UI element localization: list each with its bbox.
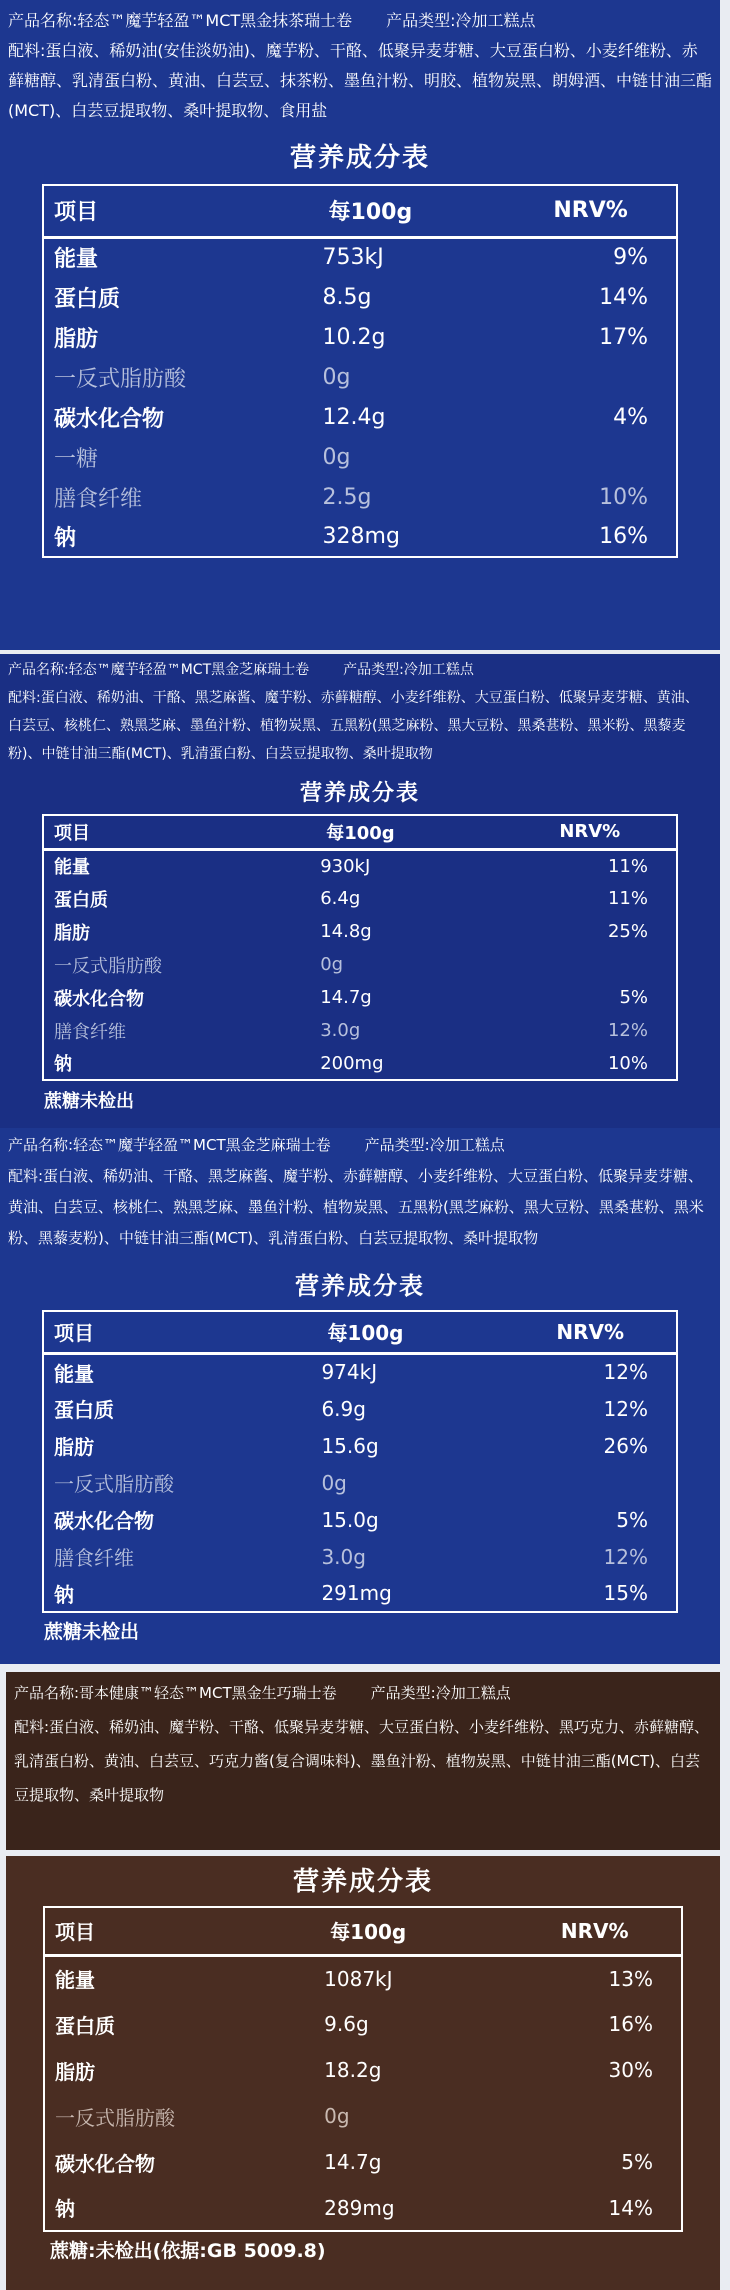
nutrient-name: 能量 bbox=[54, 857, 90, 879]
nutrient-value: 15.6g bbox=[321, 1433, 379, 1458]
header-per100g: 每100g bbox=[317, 1311, 504, 1353]
product-panel-chocolate-table bbox=[6, 1856, 720, 2290]
nutrient-name: 碳水化合物 bbox=[54, 406, 165, 432]
nutrition-table-title: 营养成分表 bbox=[289, 143, 430, 173]
nutrient-nrv: 5% bbox=[616, 1507, 648, 1532]
nutrient-nrv: 10% bbox=[607, 1052, 648, 1074]
nutrient-nrv: 10% bbox=[599, 484, 648, 510]
sucrose-note: 蔗糖未检出 bbox=[44, 1091, 134, 1112]
nutrient-nrv: 12% bbox=[603, 1396, 648, 1421]
nutrient-value: 328mg bbox=[322, 524, 400, 549]
nutrient-name: 碳水化合物 bbox=[55, 2151, 155, 2176]
table-row bbox=[44, 2139, 682, 2185]
nutrient-value: 974kJ bbox=[321, 1360, 378, 1385]
nutrient-nrv: 14% bbox=[608, 2195, 653, 2220]
table-row bbox=[43, 317, 677, 357]
nutrient-value: 14.8g bbox=[320, 921, 372, 942]
nutrient-name: 脂肪 bbox=[54, 326, 99, 352]
nutrient-nrv bbox=[504, 1464, 677, 1501]
nutrient-nrv: 16% bbox=[608, 2012, 653, 2036]
nutrient-name: 脂肪 bbox=[55, 2059, 95, 2084]
product-type: 产品类型:冷加工糕点 bbox=[343, 662, 474, 678]
header-nrv: NRV% bbox=[504, 815, 677, 849]
nutrient-value: 14.7g bbox=[324, 2150, 382, 2174]
nutrient-value: 10.2g bbox=[322, 324, 386, 350]
product-type: 产品类型:冷加工糕点 bbox=[364, 1136, 505, 1154]
nutrition-table-title: 营养成分表 bbox=[295, 1272, 425, 1300]
product-info bbox=[0, 0, 720, 126]
table-row bbox=[43, 397, 677, 437]
table-row bbox=[43, 237, 677, 277]
table-row bbox=[43, 477, 677, 517]
table-row bbox=[43, 882, 677, 915]
product-panel-sesame-a bbox=[0, 654, 720, 1128]
nutrient-value: 6.9g bbox=[321, 1396, 366, 1421]
nutrient-value: 18.2g bbox=[324, 2058, 382, 2082]
table-row bbox=[43, 1501, 677, 1538]
product-panel-chocolate-info bbox=[6, 1672, 720, 1850]
nutrient-name: 膳食纤维 bbox=[54, 486, 143, 512]
header-per100g: 每100g bbox=[319, 185, 506, 237]
nutrient-name: 蛋白质 bbox=[54, 286, 121, 312]
nutrient-name: 蛋白质 bbox=[54, 889, 108, 911]
table-row bbox=[43, 1427, 677, 1464]
nutrient-name: 钠 bbox=[54, 1054, 72, 1075]
nutrient-nrv: 25% bbox=[607, 921, 648, 942]
nutrient-value: 753kJ bbox=[322, 245, 384, 271]
nutrient-name: 一反式脂肪酸 bbox=[54, 1472, 174, 1496]
nutrient-value: 0g bbox=[322, 444, 351, 470]
header-nrv: NRV% bbox=[508, 1907, 682, 1955]
nutrition-table-title: 营养成分表 bbox=[299, 781, 420, 806]
table-row bbox=[44, 2001, 682, 2047]
nutrient-name: 脂肪 bbox=[54, 1435, 94, 1459]
nutrient-name: 一反式脂肪酸 bbox=[54, 955, 162, 977]
nutrient-name: 钠 bbox=[54, 1582, 74, 1607]
nutrient-name: 钠 bbox=[55, 2197, 75, 2221]
table-row bbox=[44, 2185, 682, 2231]
nutrition-table-title: 营养成分表 bbox=[292, 1867, 433, 1897]
nutrient-name: 脂肪 bbox=[54, 922, 90, 944]
nutrient-name: 蛋白质 bbox=[54, 1398, 114, 1422]
table-row bbox=[43, 437, 677, 477]
table-row bbox=[43, 277, 677, 317]
nutrient-nrv: 5% bbox=[621, 2150, 653, 2174]
nutrient-value: 0g bbox=[324, 2104, 350, 2128]
nutrient-value: 0g bbox=[320, 954, 344, 975]
nutrient-value: 930kJ bbox=[320, 855, 371, 877]
nutrient-name: 碳水化合物 bbox=[54, 1509, 154, 1533]
product-panel-matcha bbox=[0, 0, 720, 650]
nutrient-value: 8.5g bbox=[322, 284, 372, 310]
product-type: 产品类型:冷加工糕点 bbox=[370, 1684, 511, 1702]
nutrient-value: 2.5g bbox=[322, 484, 372, 510]
sucrose-note: 蔗糖:未检出(依据:GB 5009.8) bbox=[50, 2240, 326, 2262]
header-item: 项目 bbox=[44, 1907, 320, 1955]
table-row bbox=[43, 849, 677, 882]
table-row bbox=[43, 517, 677, 557]
product-info bbox=[0, 1128, 720, 1254]
nutrient-nrv: 30% bbox=[608, 2058, 653, 2082]
header-item: 项目 bbox=[43, 1311, 317, 1353]
nutrient-name: 碳水化合物 bbox=[54, 988, 144, 1010]
ingredients: 配料:蛋白液、稀奶油、魔芋粉、干酪、低聚异麦芽糖、大豆蛋白粉、小麦纤维粉、黑巧克力、赤藓糖醇、乳清蛋白粉、黄油、白芸豆、巧克力酱(复合调味料)、墨鱼汁粉、植物炭黑、中链甘油三酯(MCT)、白芸豆提取物、桑叶提取物 bbox=[14, 1718, 710, 1804]
nutrient-nrv: 12% bbox=[603, 1544, 648, 1569]
table-row bbox=[44, 1955, 682, 2001]
header-nrv: NRV% bbox=[505, 185, 677, 237]
nutrient-name: 钠 bbox=[54, 526, 77, 551]
table-row bbox=[43, 1464, 677, 1501]
nutrient-name: 能量 bbox=[54, 247, 99, 273]
product-info bbox=[0, 654, 720, 768]
table-row bbox=[43, 1390, 677, 1427]
header-nrv: NRV% bbox=[504, 1311, 677, 1353]
nutrient-value: 12.4g bbox=[322, 404, 386, 430]
product-type: 产品类型:冷加工糕点 bbox=[386, 11, 536, 30]
header-per100g: 每100g bbox=[320, 1907, 508, 1955]
nutrient-nrv: 17% bbox=[599, 324, 648, 350]
nutrient-nrv: 26% bbox=[603, 1433, 648, 1458]
nutrient-value: 9.6g bbox=[324, 2012, 369, 2036]
header-per100g: 每100g bbox=[316, 815, 503, 849]
table-row bbox=[43, 1575, 677, 1612]
table-row bbox=[43, 1353, 677, 1390]
nutrient-value: 289mg bbox=[324, 2195, 395, 2220]
table-row bbox=[43, 357, 677, 397]
nutrient-name: 膳食纤维 bbox=[54, 1546, 134, 1570]
table-row bbox=[43, 1014, 677, 1047]
nutrient-nrv: 11% bbox=[607, 855, 648, 877]
ingredients: 配料:蛋白液、稀奶油(安佳淡奶油)、魔芋粉、干酪、低聚异麦芽糖、大豆蛋白粉、小麦纤维粉、赤藓糖醇、乳清蛋白粉、黄油、白芸豆、抹茶粉、墨鱼汁粉、明胶、植物炭黑、朗姆酒、中链甘油三酯(MCT)、白芸豆提取物、桑叶提取物、食用盐 bbox=[8, 41, 713, 120]
table-row bbox=[43, 948, 677, 981]
nutrition-table bbox=[42, 814, 678, 1081]
header-item: 项目 bbox=[43, 185, 319, 237]
nutrient-value: 200mg bbox=[320, 1052, 384, 1074]
table-row bbox=[43, 1047, 677, 1080]
nutrient-nrv bbox=[504, 948, 677, 981]
nutrient-name: 能量 bbox=[55, 1968, 95, 1993]
nutrient-value: 0g bbox=[321, 1470, 347, 1495]
nutrient-nrv: 14% bbox=[599, 284, 648, 310]
nutrient-value: 1087kJ bbox=[324, 1966, 393, 1991]
sucrose-note: 蔗糖未检出 bbox=[44, 1621, 140, 1643]
nutrient-value: 3.0g bbox=[320, 1020, 361, 1041]
table-row bbox=[44, 2093, 682, 2139]
nutrient-nrv: 12% bbox=[603, 1360, 648, 1385]
nutrition-table bbox=[42, 184, 678, 558]
nutrient-name: 能量 bbox=[54, 1361, 94, 1386]
nutrition-table bbox=[43, 1906, 683, 2232]
product-name: 产品名称:哥本健康™轻态™MCT黑金生巧瑞士卷 bbox=[14, 1684, 337, 1702]
nutrient-nrv: 13% bbox=[608, 1966, 653, 1991]
nutrient-nrv bbox=[508, 2093, 682, 2139]
nutrient-name: 一反式脂肪酸 bbox=[54, 366, 187, 392]
table-row bbox=[44, 2047, 682, 2093]
nutrient-value: 15.0g bbox=[321, 1507, 379, 1532]
product-name: 产品名称:轻态™魔芋轻盈™MCT黑金芝麻瑞士卷 bbox=[8, 1136, 331, 1154]
product-name: 产品名称:轻态™魔芋轻盈™MCT黑金抹茶瑞士卷 bbox=[8, 11, 353, 30]
header-item: 项目 bbox=[43, 815, 316, 849]
product-panel-sesame-b bbox=[0, 1128, 720, 1664]
nutrient-nrv bbox=[505, 437, 677, 477]
nutrient-nrv: 16% bbox=[599, 524, 648, 549]
nutrient-value: 291mg bbox=[321, 1581, 392, 1605]
nutrient-name: 蛋白质 bbox=[55, 2013, 115, 2038]
nutrient-nrv: 4% bbox=[613, 404, 648, 430]
nutrient-nrv: 5% bbox=[619, 987, 648, 1008]
product-info bbox=[6, 1672, 720, 1812]
table-row bbox=[43, 1538, 677, 1575]
nutrient-value: 3.0g bbox=[321, 1544, 366, 1569]
ingredients: 配料:蛋白液、稀奶油、干酪、黑芝麻酱、魔芋粉、赤藓糖醇、小麦纤维粉、大豆蛋白粉、低聚异麦芽糖、黄油、白芸豆、核桃仁、熟黑芝麻、墨鱼汁粉、植物炭黑、五黑粉(黑芝麻粉、黑大豆粉、黑桑葚粉、黑米粉、黑藜麦粉)、中链甘油三酯(MCT)、乳清蛋白粉、白芸豆提取物、桑叶提取物 bbox=[8, 1167, 704, 1247]
nutrition-table bbox=[42, 1310, 678, 1613]
nutrient-name: 一糖 bbox=[54, 446, 99, 472]
table-row bbox=[43, 915, 677, 948]
nutrient-nrv: 11% bbox=[607, 888, 648, 909]
nutrient-value: 6.4g bbox=[320, 888, 361, 909]
nutrient-name: 膳食纤维 bbox=[54, 1021, 126, 1043]
table-row bbox=[43, 981, 677, 1014]
nutrient-nrv: 12% bbox=[607, 1020, 648, 1041]
nutrient-name: 一反式脂肪酸 bbox=[55, 2105, 175, 2130]
nutrient-nrv bbox=[505, 357, 677, 397]
ingredients: 配料:蛋白液、稀奶油、干酪、黑芝麻酱、魔芋粉、赤藓糖醇、小麦纤维粉、大豆蛋白粉、低聚异麦芽糖、黄油、白芸豆、核桃仁、熟黑芝麻、墨鱼汁粉、植物炭黑、五黑粉(黑芝麻粉、黑大豆粉、黑桑葚粉、黑米粉、黑藜麦粉)、中链甘油三酯(MCT)、乳清蛋白粉、白芸豆提取物、桑叶提取物 bbox=[8, 690, 699, 762]
nutrient-value: 14.7g bbox=[320, 987, 372, 1008]
nutrient-nrv: 9% bbox=[613, 245, 648, 271]
nutrient-value: 0g bbox=[322, 364, 351, 390]
product-name: 产品名称:轻态™魔芋轻盈™MCT黑金芝麻瑞士卷 bbox=[8, 662, 310, 678]
nutrient-nrv: 15% bbox=[603, 1581, 648, 1605]
